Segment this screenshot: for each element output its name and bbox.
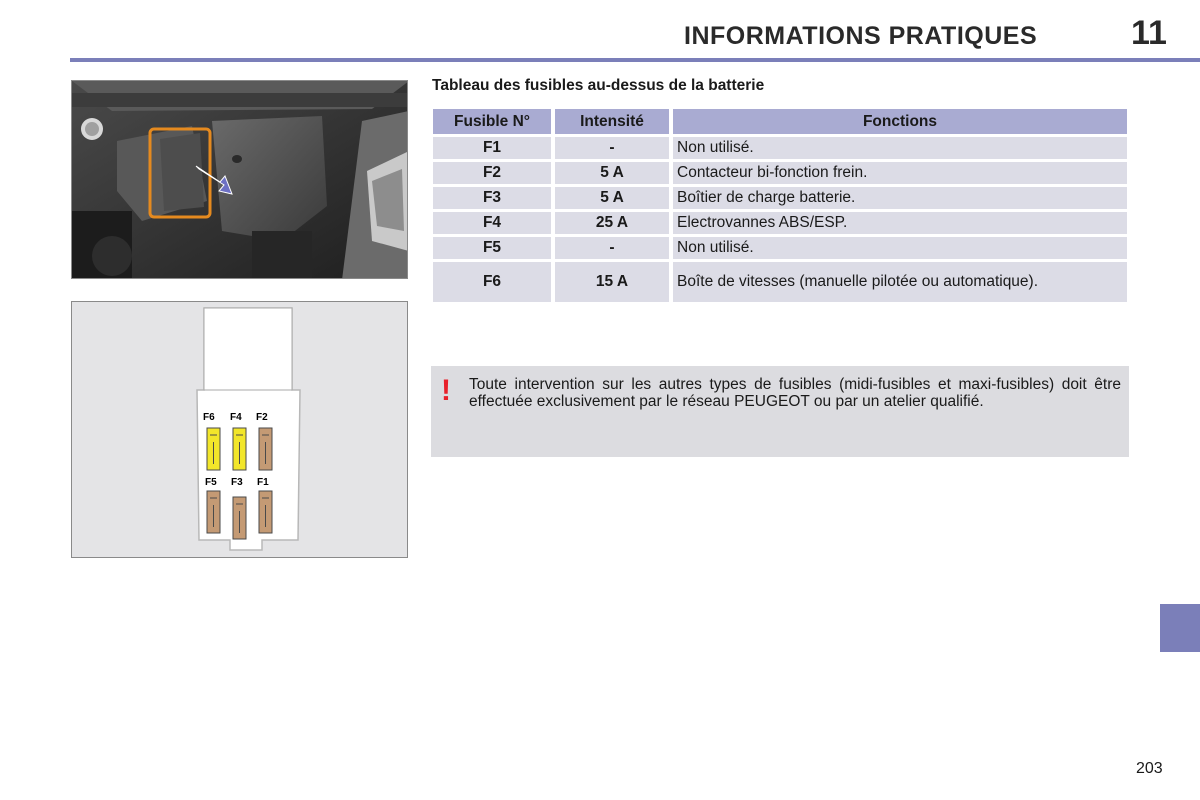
fuse-f2 — [259, 428, 272, 470]
fuse-label-f4: F4 — [230, 412, 242, 423]
fuse-f6 — [207, 428, 220, 470]
fuse-label-f5: F5 — [205, 477, 217, 488]
header-fuse-number: Fusible N° — [433, 109, 551, 134]
engine-bay-illustration — [72, 81, 408, 279]
cell-function: Boîte de vitesses (manuelle pilotée ou automatique). — [673, 262, 1127, 302]
cell-fuse: F6 — [433, 262, 551, 302]
header-intensity: Intensité — [555, 109, 669, 134]
cell-intensity: 5 A — [555, 187, 669, 209]
fuse-box-diagram — [71, 301, 408, 558]
page-number: 203 — [1136, 760, 1163, 777]
cell-fuse: F5 — [433, 237, 551, 259]
cell-fuse: F4 — [433, 212, 551, 234]
section-title: Tableau des fusibles au-dessus de la batterie — [432, 77, 765, 94]
fuse-label-f6: F6 — [203, 412, 215, 423]
cell-function: Electrovannes ABS/ESP. — [673, 212, 1127, 234]
cell-intensity: - — [555, 237, 669, 259]
fuse-f4 — [233, 428, 246, 470]
fuse-label-f2: F2 — [256, 412, 268, 423]
cell-function: Boîtier de charge batterie. — [673, 187, 1127, 209]
chapter-side-tab — [1160, 604, 1200, 652]
fuse-box-illustration — [72, 302, 409, 559]
warning-text: Toute intervention sur les autres types de fusibles (midi-fusibles et maxi-fusibles) doit être effectuée exclusivement par le réseau PEUGEOT ou par un atelier qualifié. — [469, 376, 1121, 410]
fuse-f5 — [207, 491, 220, 533]
cell-function: Non utilisé. — [673, 137, 1127, 159]
cell-intensity: 15 A — [555, 262, 669, 302]
cell-function: Non utilisé. — [673, 237, 1127, 259]
fuse-f3 — [233, 497, 246, 539]
warning-box — [431, 366, 1129, 457]
table-header-row — [433, 109, 1127, 134]
fuse-f1 — [259, 491, 272, 533]
table-row — [433, 162, 1127, 184]
cell-intensity: - — [555, 137, 669, 159]
table-row — [433, 237, 1127, 259]
header-title: INFORMATIONS PRATIQUES — [684, 22, 1038, 50]
warning-icon: ! — [441, 374, 451, 407]
engine-bay-photo — [71, 80, 408, 279]
table-row — [433, 212, 1127, 234]
fuse-label-f3: F3 — [231, 477, 243, 488]
fuse-table — [429, 106, 1131, 305]
cell-intensity: 25 A — [555, 212, 669, 234]
table-row — [433, 262, 1127, 302]
header-functions: Fonctions — [673, 109, 1127, 134]
chapter-number: 11 — [1131, 14, 1167, 52]
cell-intensity: 5 A — [555, 162, 669, 184]
cell-function: Contacteur bi-fonction frein. — [673, 162, 1127, 184]
cell-fuse: F2 — [433, 162, 551, 184]
table-row — [433, 187, 1127, 209]
header-rule — [70, 58, 1200, 62]
cell-fuse: F1 — [433, 137, 551, 159]
table-row — [433, 137, 1127, 159]
fuse-label-f1: F1 — [257, 477, 269, 488]
cell-fuse: F3 — [433, 187, 551, 209]
